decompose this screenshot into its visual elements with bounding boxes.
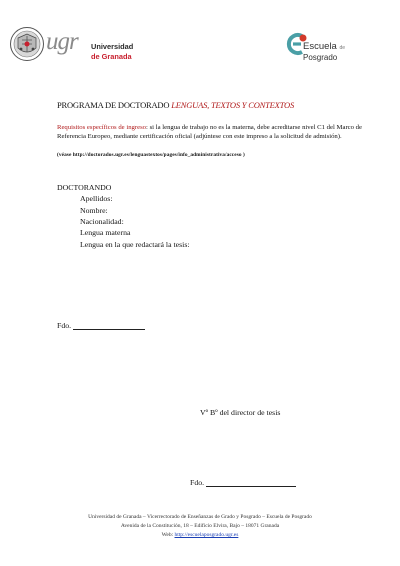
field-nombre: Nombre: <box>80 206 108 215</box>
requirements-see-link: (véase http://doctorados.ugr.es/lenguastextos/pages/info_administrativa/acceso ) <box>57 152 245 158</box>
footer-web-label: Web: <box>161 532 175 538</box>
field-lengua-materna: Lengua materna <box>80 228 131 237</box>
ugr-wordmark: ugr <box>46 28 78 55</box>
requirements-paragraph <box>57 123 362 142</box>
doctorando-heading: DOCTORANDO <box>57 183 112 192</box>
escuela-posgrado-name <box>303 42 345 63</box>
footer-line1: Universidad de Granada – Vicerrectorado de Enseñanzas de Grado y Posgrado – Escuela de Posgrado <box>88 514 312 520</box>
director-approval-label: Vº Bº del director de tesis <box>200 408 281 417</box>
fdo-label: Fdo. <box>57 321 72 330</box>
escuela-de: de <box>339 45 346 51</box>
field-lengua-tesis: Lengua en la que redactará la tesis: <box>80 240 190 249</box>
footer-line2: Avenida de la Constitución, 18 – Edificio Elvira, Bajo – 18071 Granada <box>120 523 280 529</box>
footer-web <box>0 531 400 540</box>
escuela-line1: Escuela de <box>303 41 346 52</box>
university-name <box>91 42 133 62</box>
doctorando-signature <box>57 320 145 330</box>
signature-line <box>206 477 296 487</box>
escuela-line2: Posgrado <box>303 53 338 62</box>
field-nacionalidad: Nacionalidad: <box>80 217 124 226</box>
fdo-label: Fdo. <box>190 478 205 487</box>
requirements-label: Requisitos específicos de ingreso <box>57 124 147 131</box>
university-name-line2: de Granada <box>91 52 132 61</box>
program-name: LENGUAS, TEXTOS Y CONTEXTOS <box>171 100 295 110</box>
program-title-prefix: PROGRAMA DE DOCTORADO <box>57 100 170 110</box>
page-footer <box>0 513 400 540</box>
footer-web-link[interactable]: http://escuelaposgrado.ugr.es <box>174 532 239 538</box>
field-apellidos: Apellidos: <box>80 194 113 203</box>
signature-line <box>73 320 145 330</box>
director-signature <box>190 477 296 487</box>
requirements-text: : si la lengua de trabajo no es la materna, debe acreditarse nivel C1 del Marco de Referencia Europeo, mediante certificación oficial (adjúntese con este impreso a la solicitud de admisión). <box>57 124 362 141</box>
program-title <box>57 100 294 110</box>
ugr-crest-logo <box>10 26 44 62</box>
university-name-line1: Universidad <box>91 42 134 51</box>
